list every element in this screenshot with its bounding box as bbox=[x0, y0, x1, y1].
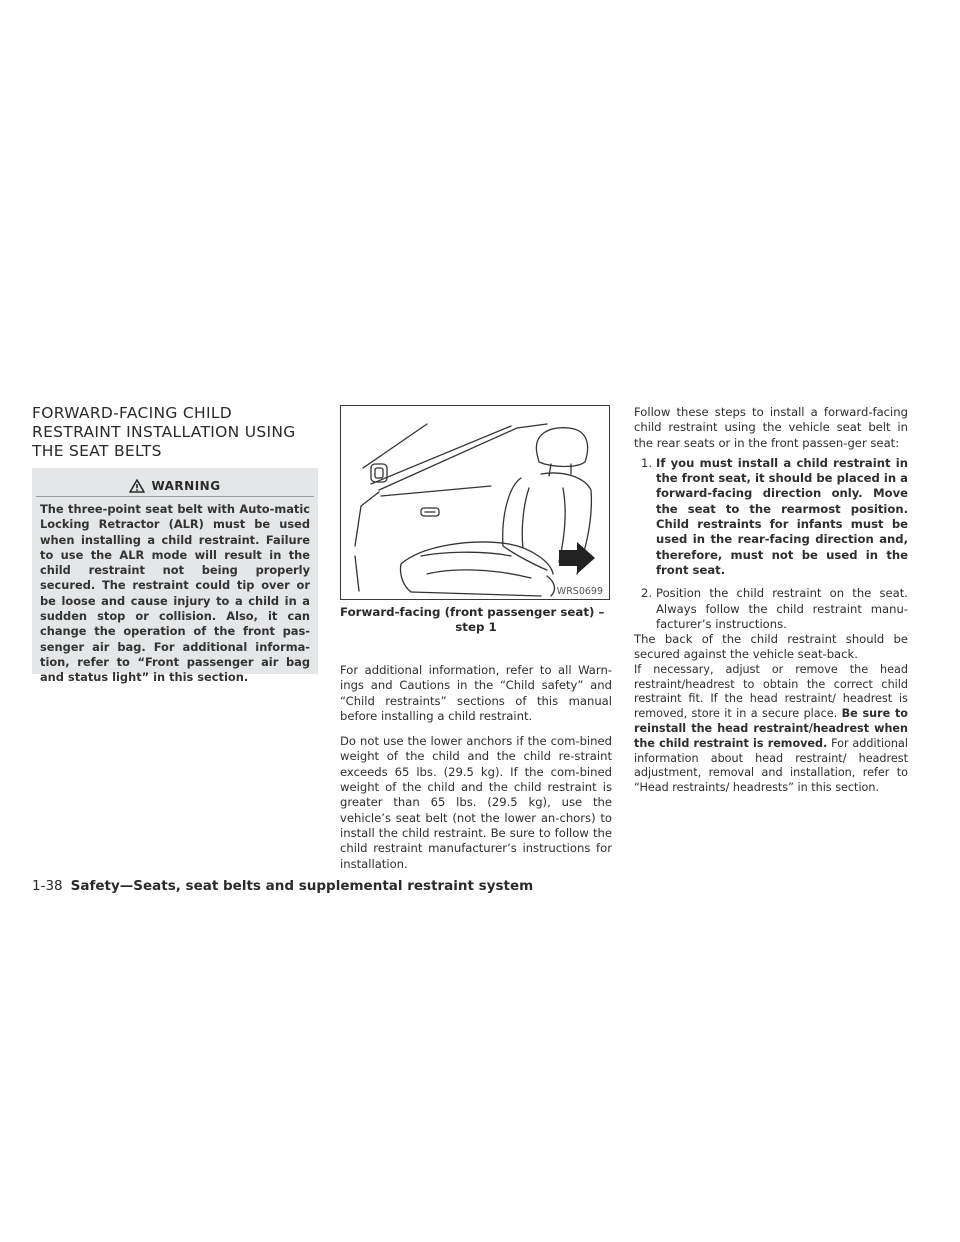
warning-text: The three-point seat belt with Auto-matic Locking Retractor (ALR) must be used when installing a child restraint. Failure to use the ALR mode will result in the child restraint not being properly secured. The restraint could tip over or be loose and cause injury to a child in a sudden stop or collision. Also, it can change the operation of the front pas-senger air bag. For additional informa-tion, refer to “Front passenger air bag and status light” in this section. bbox=[40, 502, 310, 685]
heading-line-2: RESTRAINT INSTALLATION USING bbox=[32, 423, 296, 441]
step-2-seatback-note: The back of the child restraint should be secured against the vehicle seat-back. bbox=[634, 632, 908, 662]
step-2-text: Position the child restraint on the seat. Always follow the child restraint manu-facturer’s instructions. bbox=[656, 586, 908, 631]
chapter-title: Safety—Seats, seat belts and supplemental restraint system bbox=[70, 878, 534, 894]
figure-caption bbox=[340, 605, 612, 634]
headrest-note-bold: Be sure to reinstall the head restraint/headrest when the child restraint is removed. bbox=[634, 707, 908, 750]
warning-box bbox=[32, 468, 318, 685]
step-1-number: 1. bbox=[640, 455, 652, 470]
headrest-note-text-a: If necessary, adjust or remove the head restraint/headrest to obtain the correct child restraint fit. If the head restraint/ headrest is removed, store it in a secure place. bbox=[634, 662, 908, 721]
step-2-number: 2. bbox=[640, 586, 652, 601]
step-1-text: If you must install a child restraint in the front seat, it should be placed in a forward-facing direction only. Move the seat to the rearmost position. Child restraints for infants must be used in the rear-facing direction and, therefore, must not be used in the front seat. bbox=[656, 455, 908, 577]
warning-triangle-icon bbox=[129, 479, 145, 493]
steps-intro: Follow these steps to install a forward-facing child restraint using the vehicle seat belt in the rear seats or in the front passen-ger seat: bbox=[634, 405, 908, 450]
caption-line-2: step 1 bbox=[455, 619, 497, 634]
caption-line-1: Forward-facing (front passenger seat) – bbox=[340, 605, 605, 619]
figure-code: WRS0699 bbox=[556, 586, 603, 597]
warning-header bbox=[32, 476, 318, 496]
step-2 bbox=[634, 586, 908, 632]
heading-line-1: FORWARD-FACING CHILD bbox=[32, 404, 233, 422]
warning-title: WARNING bbox=[151, 479, 221, 493]
section-heading bbox=[32, 404, 322, 461]
heading-line-3: THE SEAT BELTS bbox=[32, 442, 162, 460]
step-1 bbox=[634, 456, 908, 578]
page-number: 1-38 bbox=[32, 878, 63, 894]
warning-divider bbox=[36, 496, 314, 497]
seat-illustration bbox=[340, 405, 610, 600]
headrest-note-text-b: For additional information about head restraint/ headrest adjustment, removal and installation, refer to “Head restraints/ headrests” in this section. bbox=[634, 736, 908, 795]
paragraph-additional-info: For additional information, refer to all Warn-ings and Cautions in the “Child safety” and “Child restraints” sections of this manual before installing a child restraint. bbox=[340, 663, 612, 723]
column-3 bbox=[634, 405, 908, 796]
paragraph-lower-anchors: Do not use the lower anchors if the com-bined weight of the child and the child re-straint exceeds 65 lbs. (29.5 kg). If the com-bined weight of the child and the child restraint is greater than 65 lbs. (29.5 kg), use the vehicle’s seat belt (not the lower an-chors) to install the child restraint. Be sure to follow the child restraint manufacturer’s instructions for installation. bbox=[340, 734, 612, 871]
step-2-headrest-note bbox=[634, 663, 908, 796]
child-seat-diagram bbox=[341, 406, 609, 599]
page-footer bbox=[32, 878, 533, 894]
column-2 bbox=[340, 663, 612, 882]
